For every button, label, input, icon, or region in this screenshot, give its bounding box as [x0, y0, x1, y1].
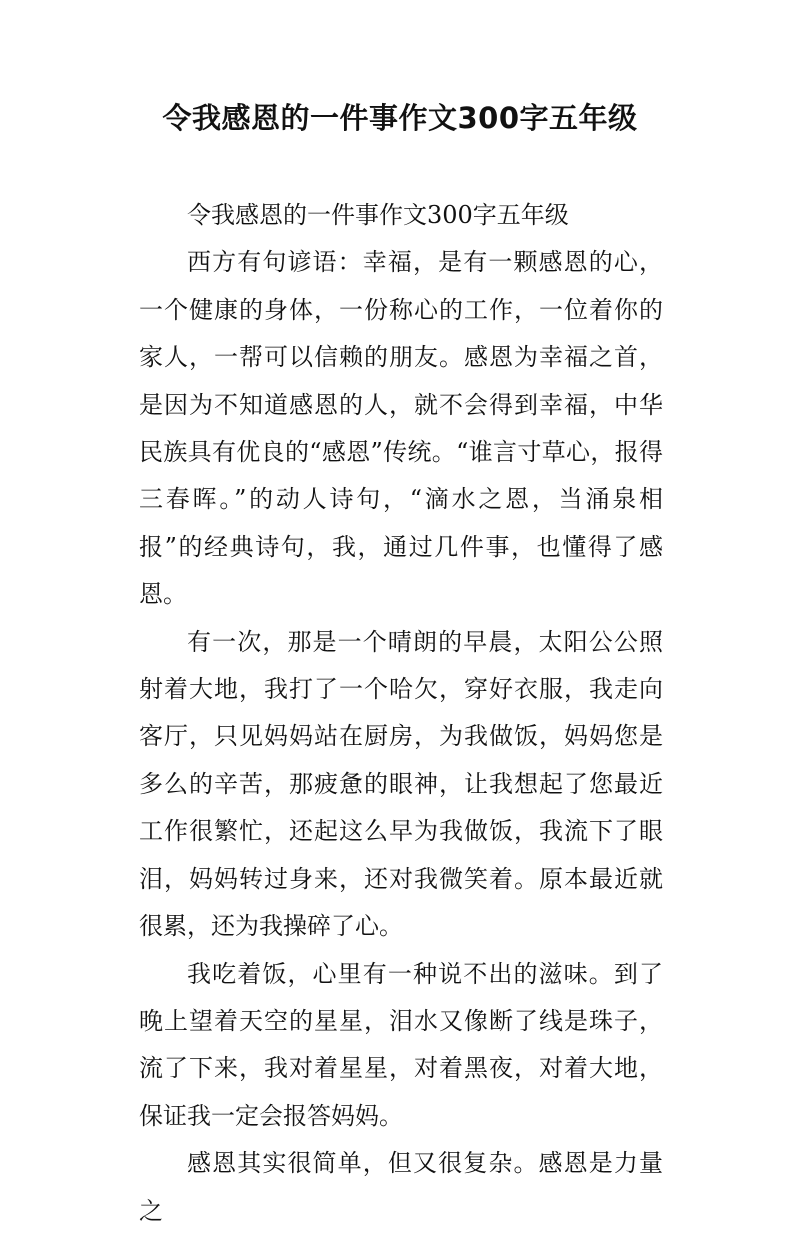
paragraph-3: 我吃着饭，心里有一种说不出的滋味。到了晚上望着天空的星星，泪水又像断了线是珠子，流了下来，我对着星星，对着黑夜，对着大地，保证我一定会报答妈妈。	[139, 959, 663, 1130]
paragraph-2: 有一次，那是一个晴朗的早晨，太阳公公照射着大地，我打了一个哈欠，穿好衣服，我走向客厅，只见妈妈站在厨房，为我做饭，妈妈您是多么的辛苦，那疲惫的眼神，让我想起了您最近工作很繁忙，还起这么早为我做饭，我流下了眼泪，妈妈转过身来，还对我微笑着。原本最近就很累，还为我操碎了心。	[139, 627, 663, 941]
paragraph-4: 感恩其实很简单，但又很复杂。感恩是力量之	[139, 1149, 663, 1225]
document-body	[139, 192, 663, 1235]
paragraph-1: 西方有句谚语：幸福，是有一颗感恩的心，一个健康的身体，一份称心的工作，一位着你的家人，一帮可以信赖的朋友。感恩为幸福之首，是因为不知道感恩的人，就不会得到幸福，中华民族具有优良的“感恩”传统。“谁言寸草心，报得三春晖。”的动人诗句，“滴水之恩，当涌泉相报”的经典诗句，我，通过几件事，也懂得了感恩。	[139, 248, 663, 609]
paragraph-subtitle: 令我感恩的一件事作文300字五年级	[187, 201, 569, 229]
document-title: 令我感恩的一件事作文300字五年级	[162, 101, 638, 135]
